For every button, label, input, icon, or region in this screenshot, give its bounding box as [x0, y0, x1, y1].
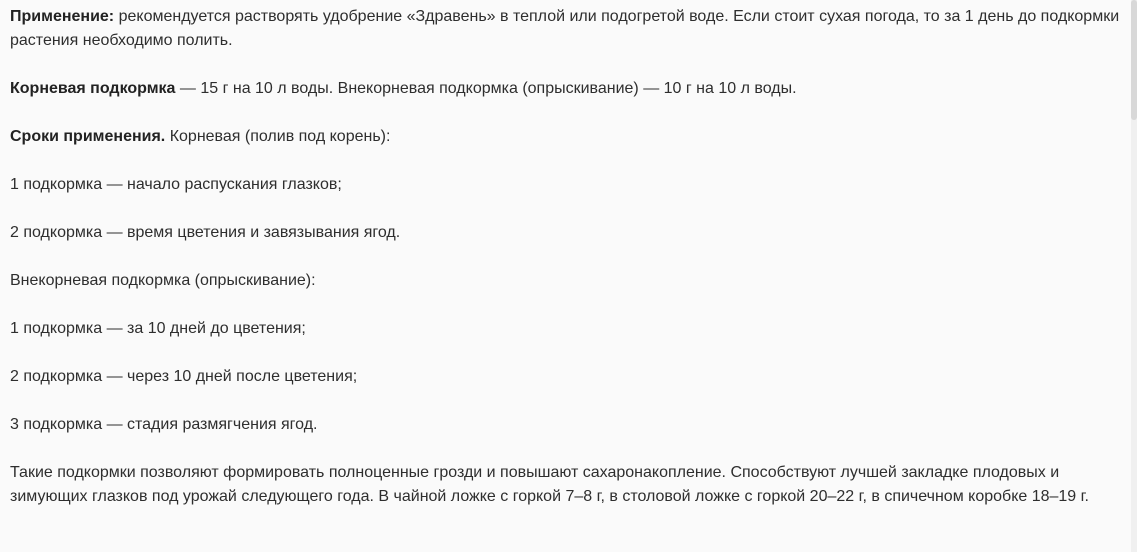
application-text: рекомендуется растворять удобрение «Здравень» в теплой или подогретой воде. Если стоит сухая погода, то за 1 день до подкормки растения необходимо полить. — [10, 8, 1120, 49]
timing-text: Корневая (полив под корень): — [165, 128, 391, 145]
timing-label: Сроки применения. — [10, 128, 166, 145]
application-label: Применение: — [10, 8, 115, 25]
root-feeding-paragraph — [10, 77, 1120, 101]
root-feeding-label: Корневая подкормка — [10, 80, 176, 97]
summary-paragraph: Такие подкормки позволяют формировать полноценные грозди и повышают сахаронакопление. Способствуют лучшей закладке плодовых и зимующих глазков под урожай следующего года. В чайной ложке с горкой 7–8 г, в столовой ложке с горкой 20–22 г, в спичечном коробке 18–19 г. — [10, 464, 1089, 505]
foliar-feeding-3: 3 подкормка — стадия размягчения ягод. — [10, 416, 318, 433]
foliar-feeding-heading: Внекорневая подкормка (опрыскивание): — [10, 272, 316, 289]
foliar-feeding-1: 1 подкормка — за 10 дней до цветения; — [10, 320, 306, 337]
vertical-scrollbar[interactable] — [1131, 0, 1137, 552]
root-feeding-2: 2 подкормка — время цветения и завязывания ягод. — [10, 224, 401, 241]
root-feeding-text: — 15 г на 10 л воды. Внекорневая подкормка (опрыскивание) — 10 г на 10 л воды. — [175, 80, 797, 97]
timing-paragraph — [10, 125, 1120, 149]
foliar-feeding-2: 2 подкормка — через 10 дней после цветения; — [10, 368, 358, 385]
scrollbar-thumb[interactable] — [1131, 0, 1137, 120]
article-body — [10, 5, 1120, 509]
application-paragraph — [10, 5, 1120, 53]
root-feeding-1: 1 подкормка — начало распускания глазков; — [10, 176, 342, 193]
